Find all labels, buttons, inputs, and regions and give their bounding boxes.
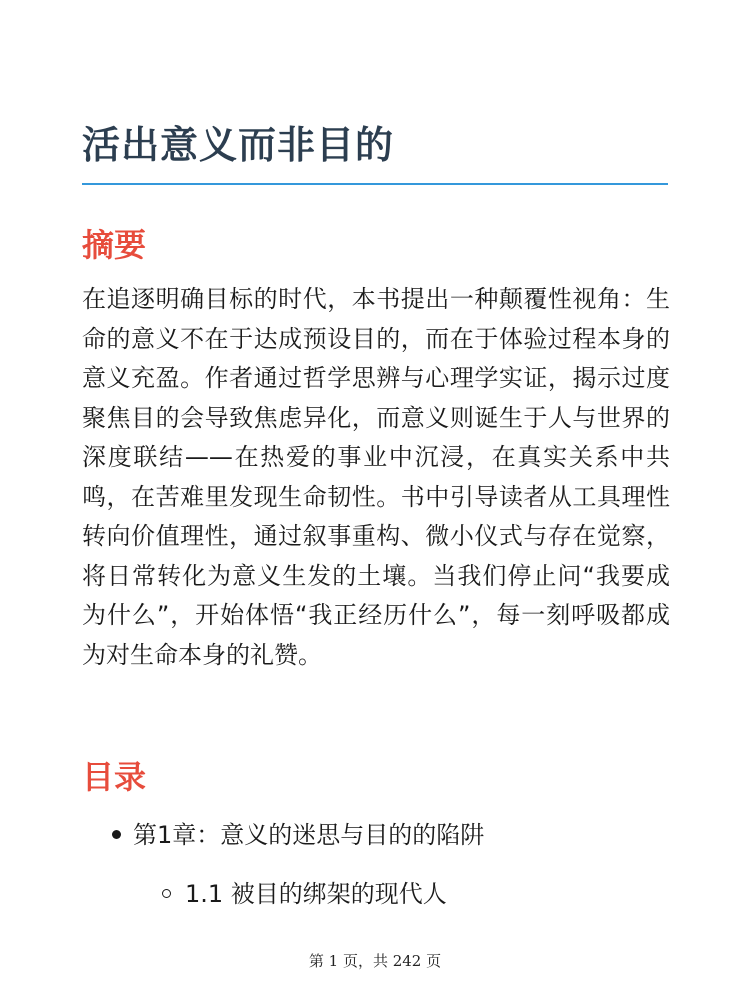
toc-item-section-1-1[interactable] bbox=[162, 874, 447, 909]
abstract-paragraph: 在追逐明确目标的时代，本书提出一种颠覆性视角：生命的意义不在于达成预设目的，而在于体验过程本身的意义充盈。作者通过哲学思辨与心理学实证，揭示过度聚焦目的会导致焦虑异化，而意义则诞生于人与世界的深度联结——在热爱的事业中沉浸，在真实关系中共鸣，在苦难里发现生命韧性。书中引导读者从工具理性转向价值理性，通过叙事重构、微小仪式与存在觉察，将日常转化为意义生发的土壤。当我们停止问“我要成为什么”，开始体悟“我正经历什么”，每一刻呼吸都成为对生命本身的礼赞。 bbox=[82, 285, 670, 669]
document-title: 活出意义而非目的 bbox=[82, 123, 395, 167]
page-number-footer: 第 1 页，共 242 页 bbox=[308, 952, 442, 970]
bullet-circle-icon bbox=[162, 889, 171, 898]
toc-item-label: 1.1 被目的绑架的现代人 bbox=[185, 880, 447, 908]
bullet-disc-icon bbox=[112, 830, 121, 839]
toc-item-chapter-1[interactable] bbox=[112, 815, 484, 850]
abstract-heading: 摘要 bbox=[82, 226, 147, 264]
toc-item-label: 第1章：意义的迷思与目的的陷阱 bbox=[133, 821, 485, 849]
title-divider bbox=[82, 183, 668, 185]
toc-heading: 目录 bbox=[82, 758, 147, 796]
